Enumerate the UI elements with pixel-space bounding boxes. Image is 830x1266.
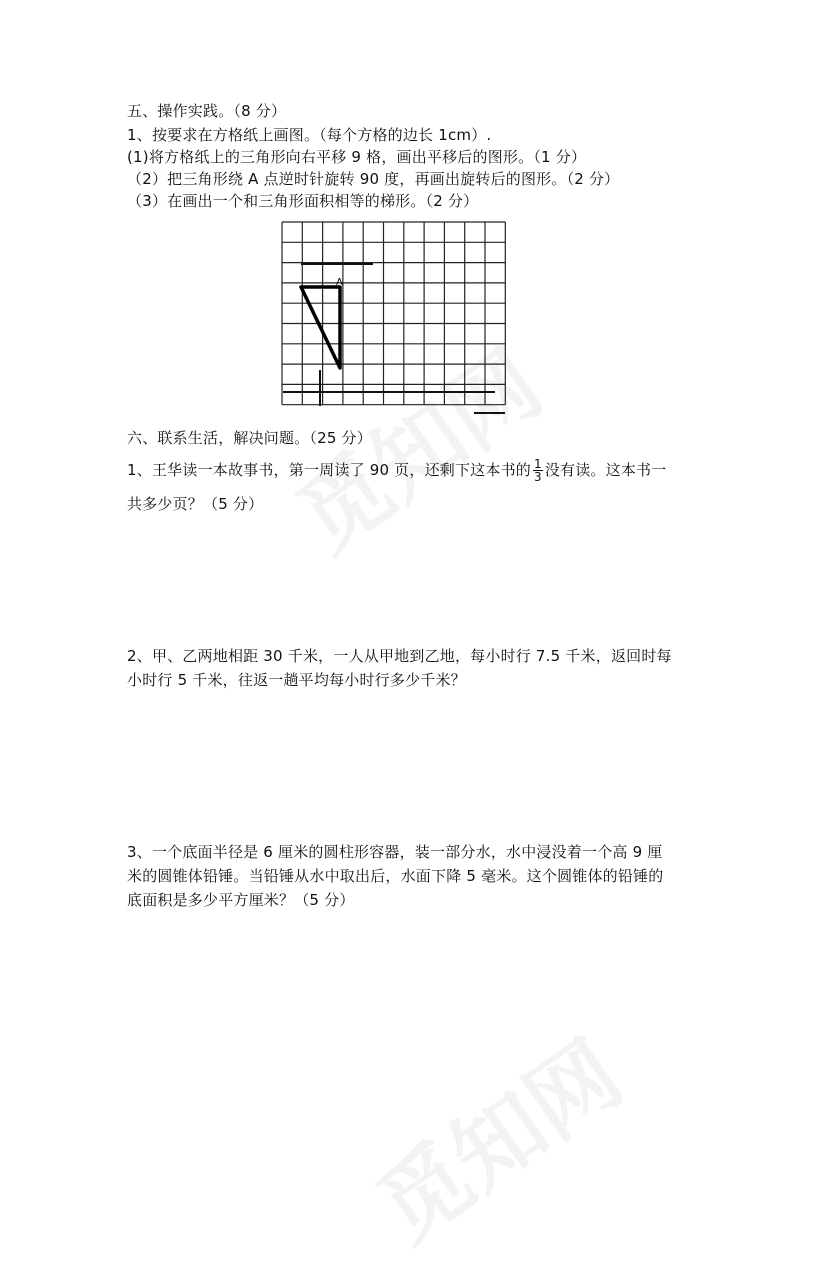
section5-q1-part2: （2）把三角形绕 A 点逆时针旋转 90 度，再画出旋转后的图形。（2 分）	[127, 170, 620, 188]
section6-q2-line2: 小时行 5 千米，往返一趟平均每小时行多少千米？	[127, 671, 466, 689]
section6-q3-line1: 3、一个底面半径是 6 厘米的圆柱形容器，装一部分水，水中浸没着一个高 9 厘	[127, 843, 663, 861]
section5-title: 五、操作实践。（8 分）	[127, 102, 287, 120]
section6-q3-line3: 底面积是多少平方厘米？（5 分）	[127, 891, 355, 909]
triangle-shape	[301, 287, 340, 368]
fraction-numerator: 1	[533, 457, 542, 471]
section5-q1-part3: （3）在画出一个和三角形面积相等的梯形。（2 分）	[127, 192, 479, 210]
section6-q1-line1	[127, 458, 666, 483]
point-a-label: A	[336, 277, 343, 288]
fraction-denominator: 3	[533, 470, 542, 484]
section6-q2-line1: 2、甲、乙两地相距 30 千米，一人从甲地到乙地，每小时行 7.5 千米，返回时每	[127, 647, 672, 665]
section6-q1-line2: 共多少页？（5 分）	[127, 495, 264, 513]
watermark-bottom	[347, 1004, 643, 1265]
section5-q1: 1、按要求在方格纸上画图。（每个方格的边长 1cm）.	[127, 126, 492, 144]
section6-q1-text-before: 1、王华读一本故事书，第一周读了 90 页，还剩下这本书的	[127, 461, 531, 479]
section6-title: 六、联系生活，解决问题。（25 分）	[127, 429, 372, 447]
section6-q3-line2: 米的圆锥体铅锤。当铅锤从水中取出后，水面下降 5 毫米。这个圆锥体的铅锤的	[127, 867, 664, 885]
section5-q1-part1: (1)将方格纸上的三角形向右平移 9 格，画出平移后的图形。（1 分）	[127, 148, 587, 166]
section6-q1-text-after: 没有读。这本书一	[544, 461, 667, 479]
fraction-one-third	[533, 458, 543, 483]
